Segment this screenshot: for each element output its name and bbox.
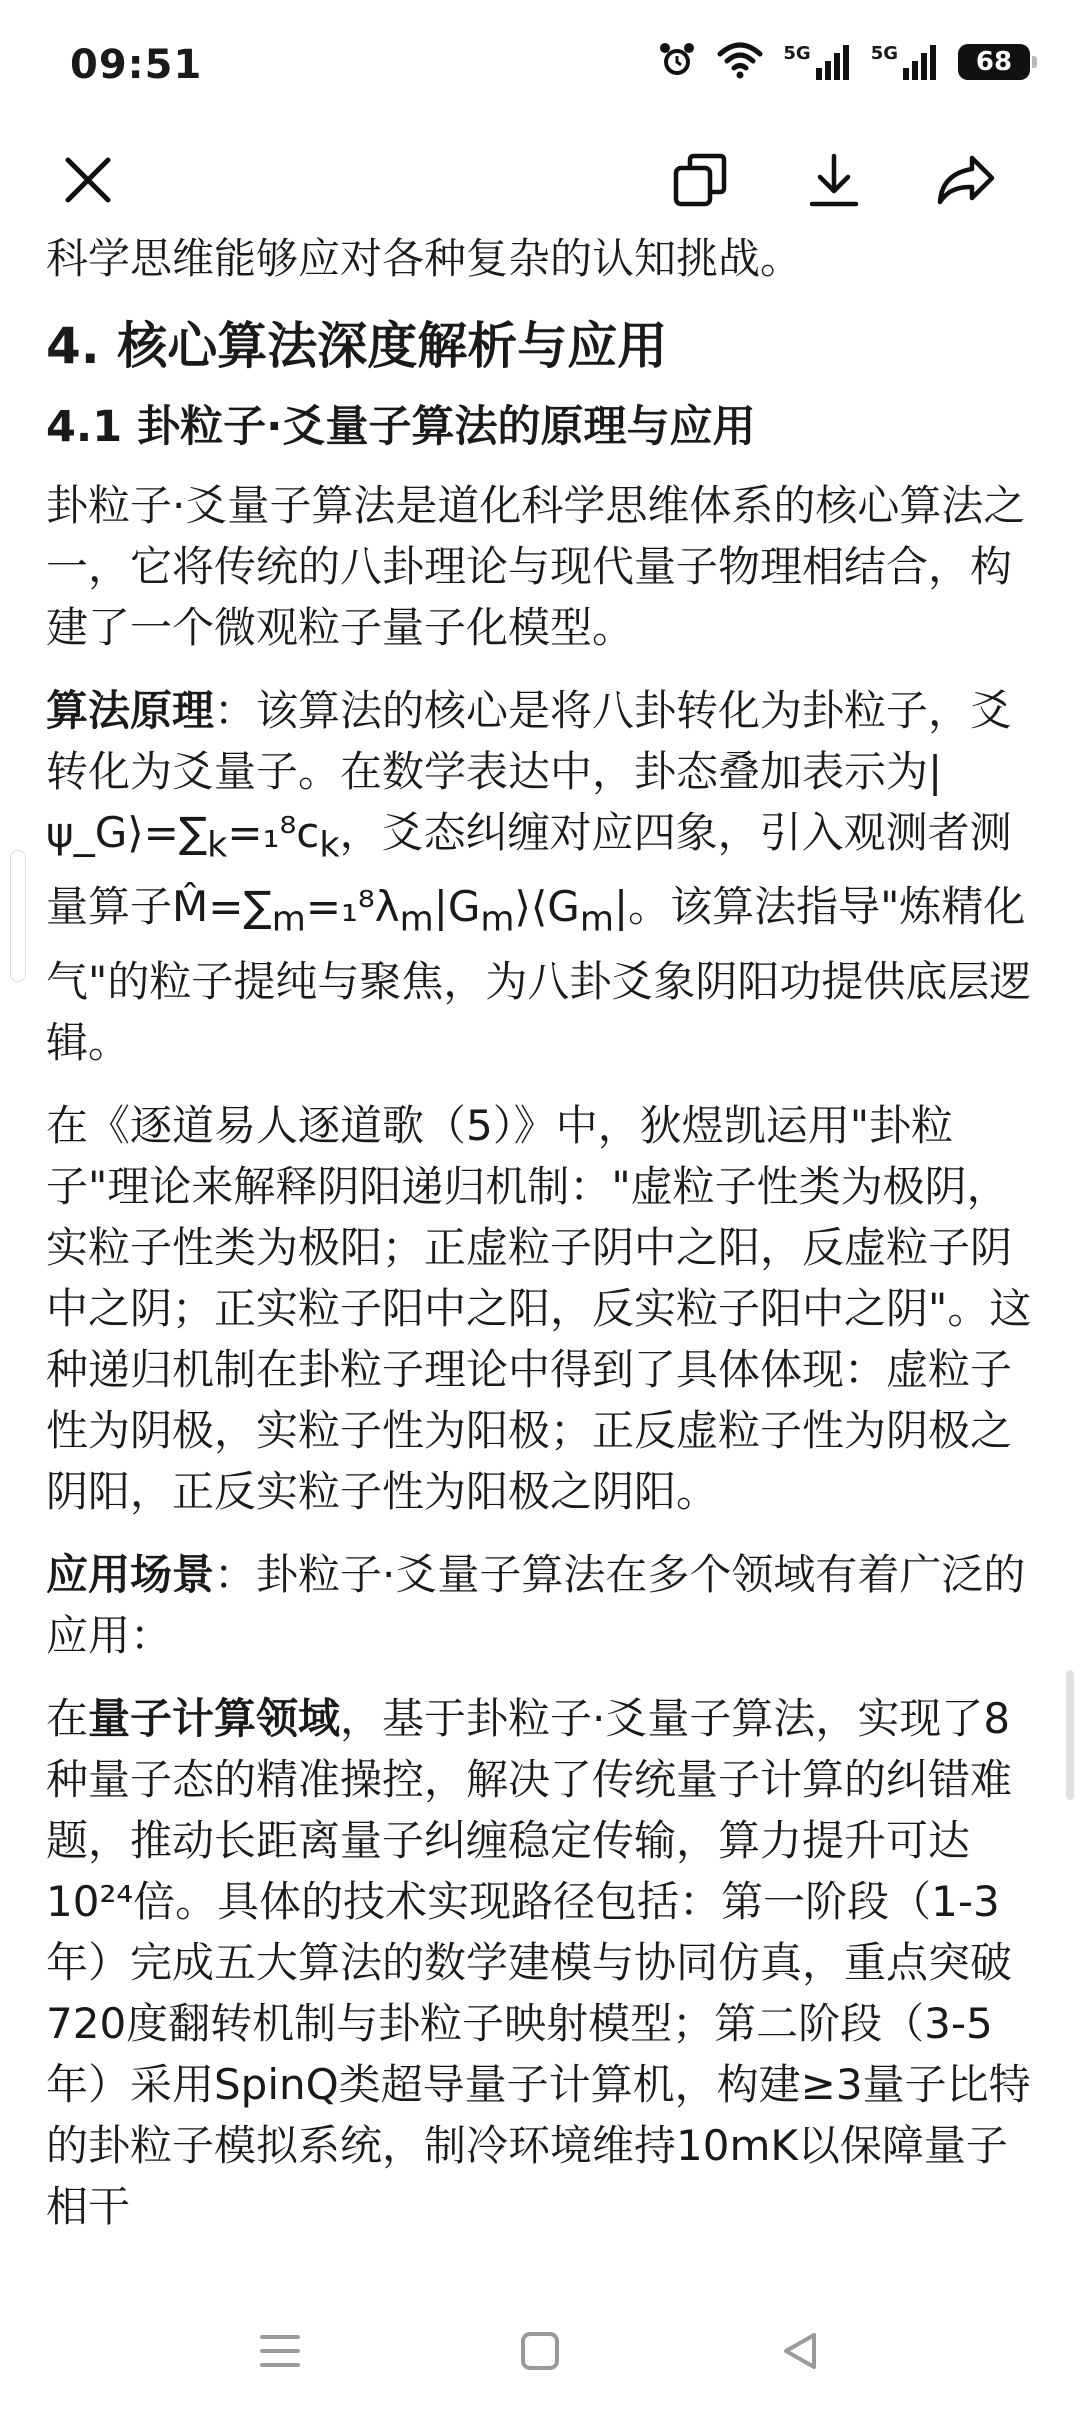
paragraph-recursion: 在《逐道易人逐道歌（5）》中，狄煜凯运用"卦粒子"理论来解释阴阳递归机制："虚粒子性类为极阴，实粒子性类为极阳；正虚粒子阴中之阳，反虚粒子阴中之阴；正实粒子阳中之阳，反实粒子阳中之阴"。这种递归机制在卦粒子理论中得到了具体体现：虚粒子性为阴极，实粒子性为阳极；正反虚粒子性为阴极之阴阳，正反实粒子性为阳极之阴阳。 bbox=[46, 1100, 1032, 1516]
back-triangle-icon bbox=[778, 2329, 822, 2373]
principle-sub-1: k bbox=[207, 825, 228, 866]
applications-label: 应用场景 bbox=[46, 1549, 215, 1599]
quantum-prefix: 在 bbox=[46, 1693, 89, 1743]
article-content bbox=[46, 228, 1036, 2268]
top-toolbar bbox=[0, 130, 1080, 230]
status-bar bbox=[0, 0, 1080, 120]
scrollbar[interactable] bbox=[1066, 1670, 1074, 1800]
principle-sub-4: m bbox=[399, 899, 434, 940]
battery-icon bbox=[958, 44, 1030, 80]
left-edge-handle[interactable] bbox=[10, 850, 26, 982]
menu-icon bbox=[258, 2331, 302, 2371]
section-heading: 4. 核心算法深度解析与应用 bbox=[46, 317, 668, 375]
principle-sub-6: m bbox=[579, 899, 614, 940]
share-icon bbox=[934, 150, 998, 210]
paragraph-applications bbox=[46, 1544, 1036, 1666]
back-button[interactable] bbox=[700, 2301, 900, 2401]
share-button[interactable] bbox=[926, 140, 1006, 220]
home-button[interactable] bbox=[440, 2301, 640, 2401]
quantum-label: 量子计算领域 bbox=[88, 1693, 341, 1743]
principle-sub-3: m bbox=[271, 899, 306, 940]
subsection-heading: 4.1 卦粒子·爻量子算法的原理与应用 bbox=[46, 402, 756, 452]
applications-text: ：卦粒子·爻量子算法在多个领域有着广泛的应用： bbox=[46, 1549, 1026, 1660]
network-label-1: 5G bbox=[783, 43, 811, 64]
principle-text-e: |G bbox=[433, 882, 481, 932]
signal-5g-icon-1 bbox=[783, 42, 850, 82]
menu-button[interactable] bbox=[180, 2301, 380, 2401]
principle-label: 算法原理 bbox=[46, 686, 215, 735]
status-time: 09:51 bbox=[70, 42, 203, 88]
paragraph-intro: 科学思维能够应对各种复杂的认知挑战。 bbox=[46, 234, 803, 283]
principle-text-c: ，爻态纠缠对应四象，引入观测者测量算子M̂=∑ bbox=[46, 808, 1012, 932]
download-icon bbox=[804, 150, 864, 210]
principle-text-a: ：该算法的核心是将八卦转化为卦粒子，爻转化为爻量子。在数学表达中，卦态叠加表示为|ψ_G⟩=∑ bbox=[46, 686, 1013, 857]
principle-text-d: =₁⁸λ bbox=[305, 882, 400, 932]
principle-sub-5: m bbox=[480, 899, 515, 940]
alarm-icon bbox=[657, 40, 697, 84]
quantum-text: ，基于卦粒子·爻量子算法，实现了8种量子态的精准操控，解决了传统量子计算的纠错难题，推动长距离量子纠缠稳定传输，算力提升可达10²⁴倍。具体的技术实现路径包括：第一阶段（1-3年）完成五大算法的数学建模与协同仿真，重点突破720度翻转机制与卦粒子映射模型；第二阶段（3-5年）采用SpinQ类超导量子计算机，构建≥3量子比特的卦粒子模拟系统，制冷环境维持10mK以保障量子相干 bbox=[46, 1693, 1031, 2231]
signal-5g-icon-2 bbox=[871, 42, 938, 82]
close-icon bbox=[60, 152, 116, 208]
network-label-2: 5G bbox=[870, 43, 898, 64]
home-square-icon bbox=[518, 2329, 562, 2373]
wifi-icon bbox=[717, 40, 763, 84]
copy-button[interactable] bbox=[660, 140, 740, 220]
paragraph-quantum-computing bbox=[46, 1688, 1036, 2237]
status-icons bbox=[657, 40, 1030, 84]
principle-sub-2: k bbox=[319, 825, 340, 866]
principle-text-g: |。该算法指导"炼精化气"的粒子提纯与聚焦，为八卦爻象阴阳功提供底层逻辑。 bbox=[46, 882, 1032, 1067]
download-button[interactable] bbox=[794, 140, 874, 220]
system-nav-bar bbox=[0, 2290, 1080, 2412]
paragraph-overview: 卦粒子·爻量子算法是道化科学思维体系的核心算法之一，它将传统的八卦理论与现代量子物理相结合，构建了一个微观粒子量子化模型。 bbox=[46, 481, 1026, 652]
paragraph-principle bbox=[46, 680, 1036, 1073]
copy-icon bbox=[670, 150, 730, 210]
principle-text-b: =₁⁸c bbox=[227, 808, 320, 857]
battery-level: 68 bbox=[975, 47, 1013, 77]
close-button[interactable] bbox=[48, 140, 128, 220]
principle-text-f: ⟩⟨G bbox=[514, 882, 580, 932]
